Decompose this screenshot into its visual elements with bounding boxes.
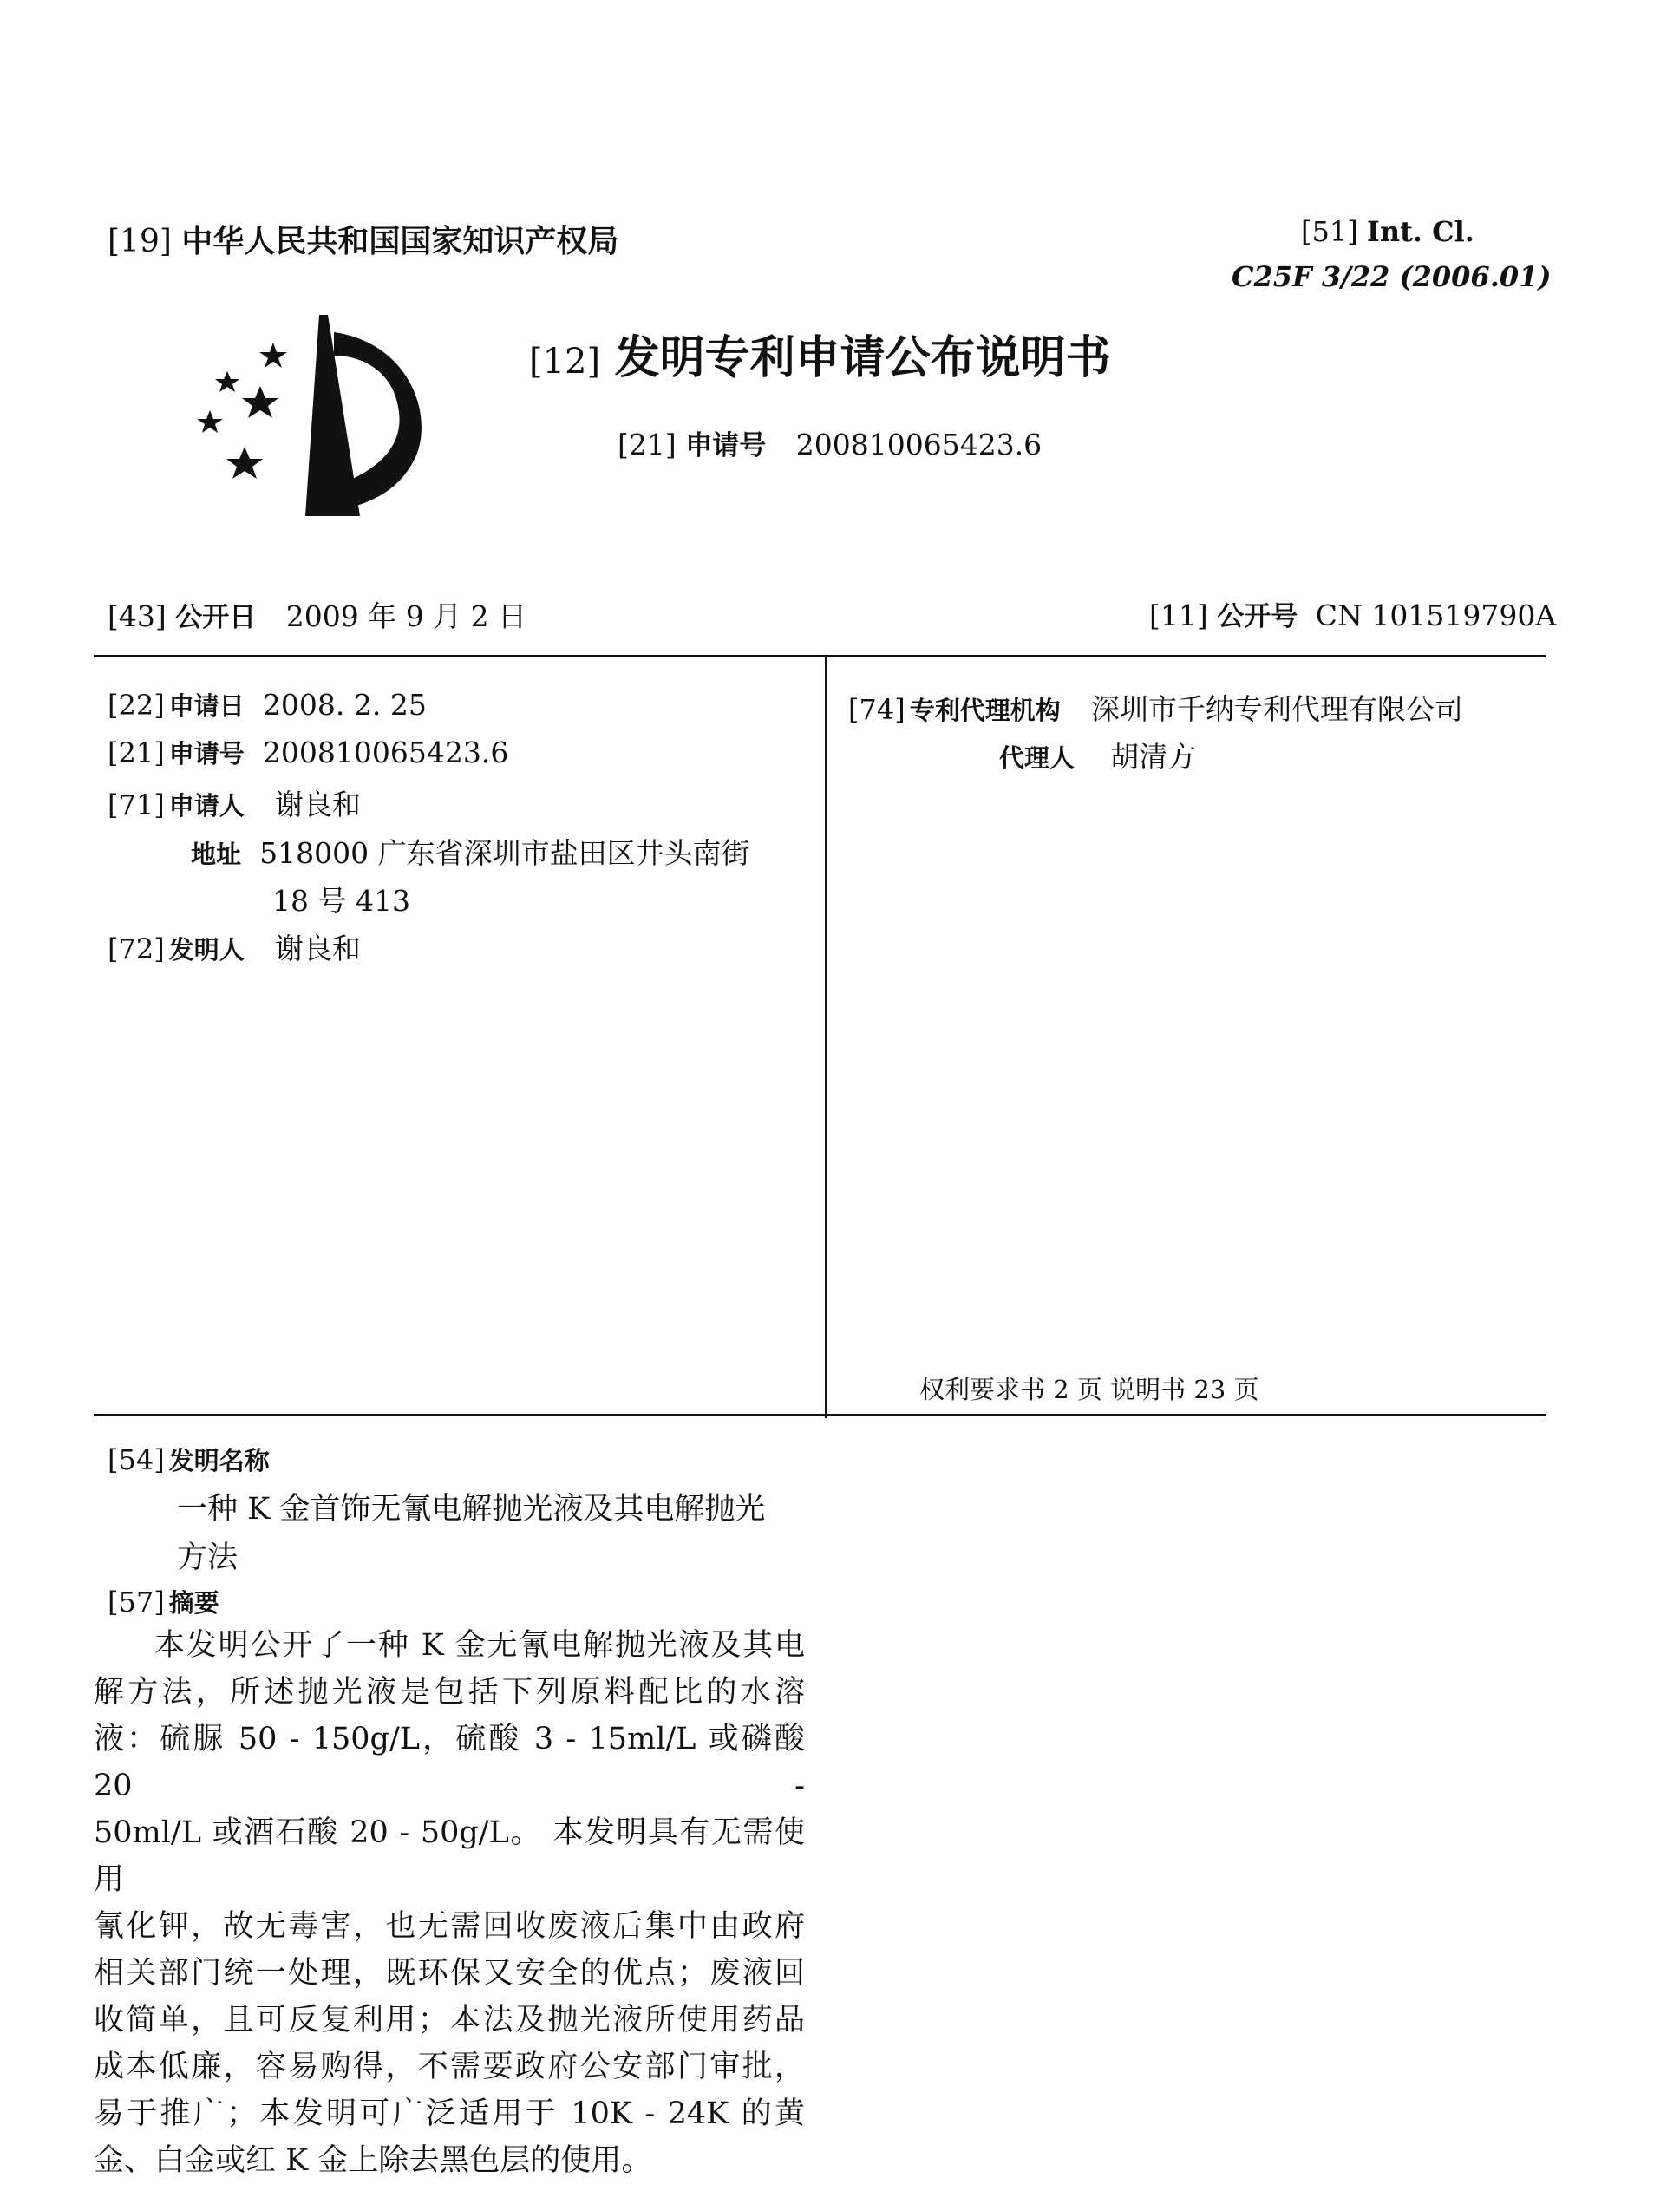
agency-row <box>848 687 1463 728</box>
abstract-line: 相关部门统一处理，既环保又安全的优点；废液回 <box>94 1956 805 1991</box>
doc-type-line <box>529 321 1111 386</box>
agency-label: 专利代理机构 <box>909 696 1061 725</box>
title-line2: 方法 <box>177 1540 239 1575</box>
filing-row <box>108 687 427 723</box>
applicant-code: [71] <box>108 788 165 821</box>
address-line2: 18 号 413 <box>272 884 410 918</box>
doc-type: 发明专利申请公布说明书 <box>614 332 1111 384</box>
filing-code: [22] <box>108 689 165 722</box>
address-label: 地址 <box>191 840 242 869</box>
inventor-value: 谢良和 <box>274 932 361 965</box>
title-code: [54] <box>108 1443 165 1476</box>
pubdate-line <box>108 594 526 635</box>
pages-note: 权利要求书 2 页 说明书 23 页 <box>919 1375 1259 1404</box>
abstract-line: 解方法，所述抛光液是包括下列原料配比的水溶 <box>94 1675 805 1710</box>
pubdate-code: [43] <box>108 599 167 633</box>
address-row <box>191 831 750 872</box>
pubno-label: 公开号 <box>1217 601 1298 632</box>
title-line1: 一种 K 金首饰无氰电解抛光液及其电解抛光 <box>177 1492 766 1527</box>
sipo-logo-icon <box>191 308 451 516</box>
appno-code: [21] <box>108 736 165 769</box>
star-icon <box>215 371 239 392</box>
agency-value: 深圳市千纳专利代理有限公司 <box>1090 692 1463 726</box>
abstract-line: 收简单，且可反复利用；本法及抛光液所使用药品 <box>94 2003 805 2037</box>
appno-row <box>108 735 508 770</box>
inventor-code: [72] <box>108 932 165 965</box>
abstract-label: 摘要 <box>168 1588 219 1618</box>
filing-label: 申请日 <box>168 691 245 721</box>
agency-code: [74] <box>848 693 905 726</box>
abstract-line: 金、白金或红 K 金上除去黑色层的使用。 <box>94 2143 652 2178</box>
filing-value: 2008. 2. 25 <box>262 688 427 722</box>
agent-label: 代理人 <box>999 743 1075 773</box>
intcl-value: C25F 3/22 (2006.01) <box>1232 260 1552 293</box>
header-appno-line <box>618 423 1042 462</box>
title-label: 发明名称 <box>168 1446 270 1475</box>
abstract-line: 本发明公开了一种 K 金无氰电解抛光液及其电 <box>154 1628 805 1663</box>
abstract-code: [57] <box>108 1586 165 1619</box>
abstract-line: 成本低廉，容易购得，不需要政府公安部门审批， <box>94 2050 805 2084</box>
intcl-label: Int. Cl. <box>1366 215 1474 248</box>
top-rule <box>94 655 1546 657</box>
header-appno-value: 200810065423.6 <box>795 428 1043 461</box>
inventor-label: 发明人 <box>168 935 245 965</box>
authority-code: [19] <box>108 224 172 259</box>
header-appno-code: [21] <box>618 428 677 461</box>
applicant-label: 申请人 <box>168 791 245 821</box>
intcl-line <box>1301 215 1474 248</box>
authority-name: 中华人民共和国国家知识产权局 <box>181 224 619 259</box>
star-icon <box>242 386 278 418</box>
pubno-line <box>1149 594 1556 633</box>
pubno-value: CN 101519790A <box>1315 598 1557 632</box>
intcl-code: [51] <box>1301 215 1358 248</box>
abstract-line: 液：硫脲 50 - 150g/L，硫酸 3 - 15ml/L 或磷酸 20 - <box>94 1722 805 1803</box>
pubdate-label: 公开日 <box>175 602 257 633</box>
agent-row <box>999 735 1196 775</box>
bottom-rule <box>94 1414 1546 1416</box>
abstract-line: 氰化钾，故无毒害，也无需回收废液后集中由政府 <box>94 1909 805 1944</box>
abstract-body <box>94 1622 805 2184</box>
agent-value: 胡清方 <box>1110 740 1197 774</box>
applicant-value: 谢良和 <box>274 788 361 821</box>
column-divider <box>825 655 827 1418</box>
inventor-row <box>108 926 361 967</box>
title-heading <box>108 1442 270 1477</box>
appno-value: 200810065423.6 <box>262 736 509 769</box>
doc-type-code: [12] <box>529 342 601 382</box>
appno-label: 申请号 <box>168 739 245 768</box>
header-appno-label: 申请号 <box>685 430 767 461</box>
abstract-line: 易于推广；本发明可广泛适用于 10K - 24K 的黄 <box>94 2096 805 2131</box>
abstract-heading <box>108 1584 219 1619</box>
abstract-line: 50ml/L 或酒石酸 20 - 50g/L。 本发明具有无需使用 <box>94 1815 805 1897</box>
star-icon <box>226 447 263 479</box>
pubdate-value: 2009 年 9 月 2 日 <box>285 599 527 633</box>
star-icon <box>259 343 287 368</box>
authority-line <box>108 217 618 261</box>
star-icon <box>197 410 223 433</box>
pubno-code: [11] <box>1149 598 1208 632</box>
applicant-row <box>108 782 361 823</box>
address-line1: 518000 广东省深圳市盐田区井头南街 <box>259 836 750 870</box>
